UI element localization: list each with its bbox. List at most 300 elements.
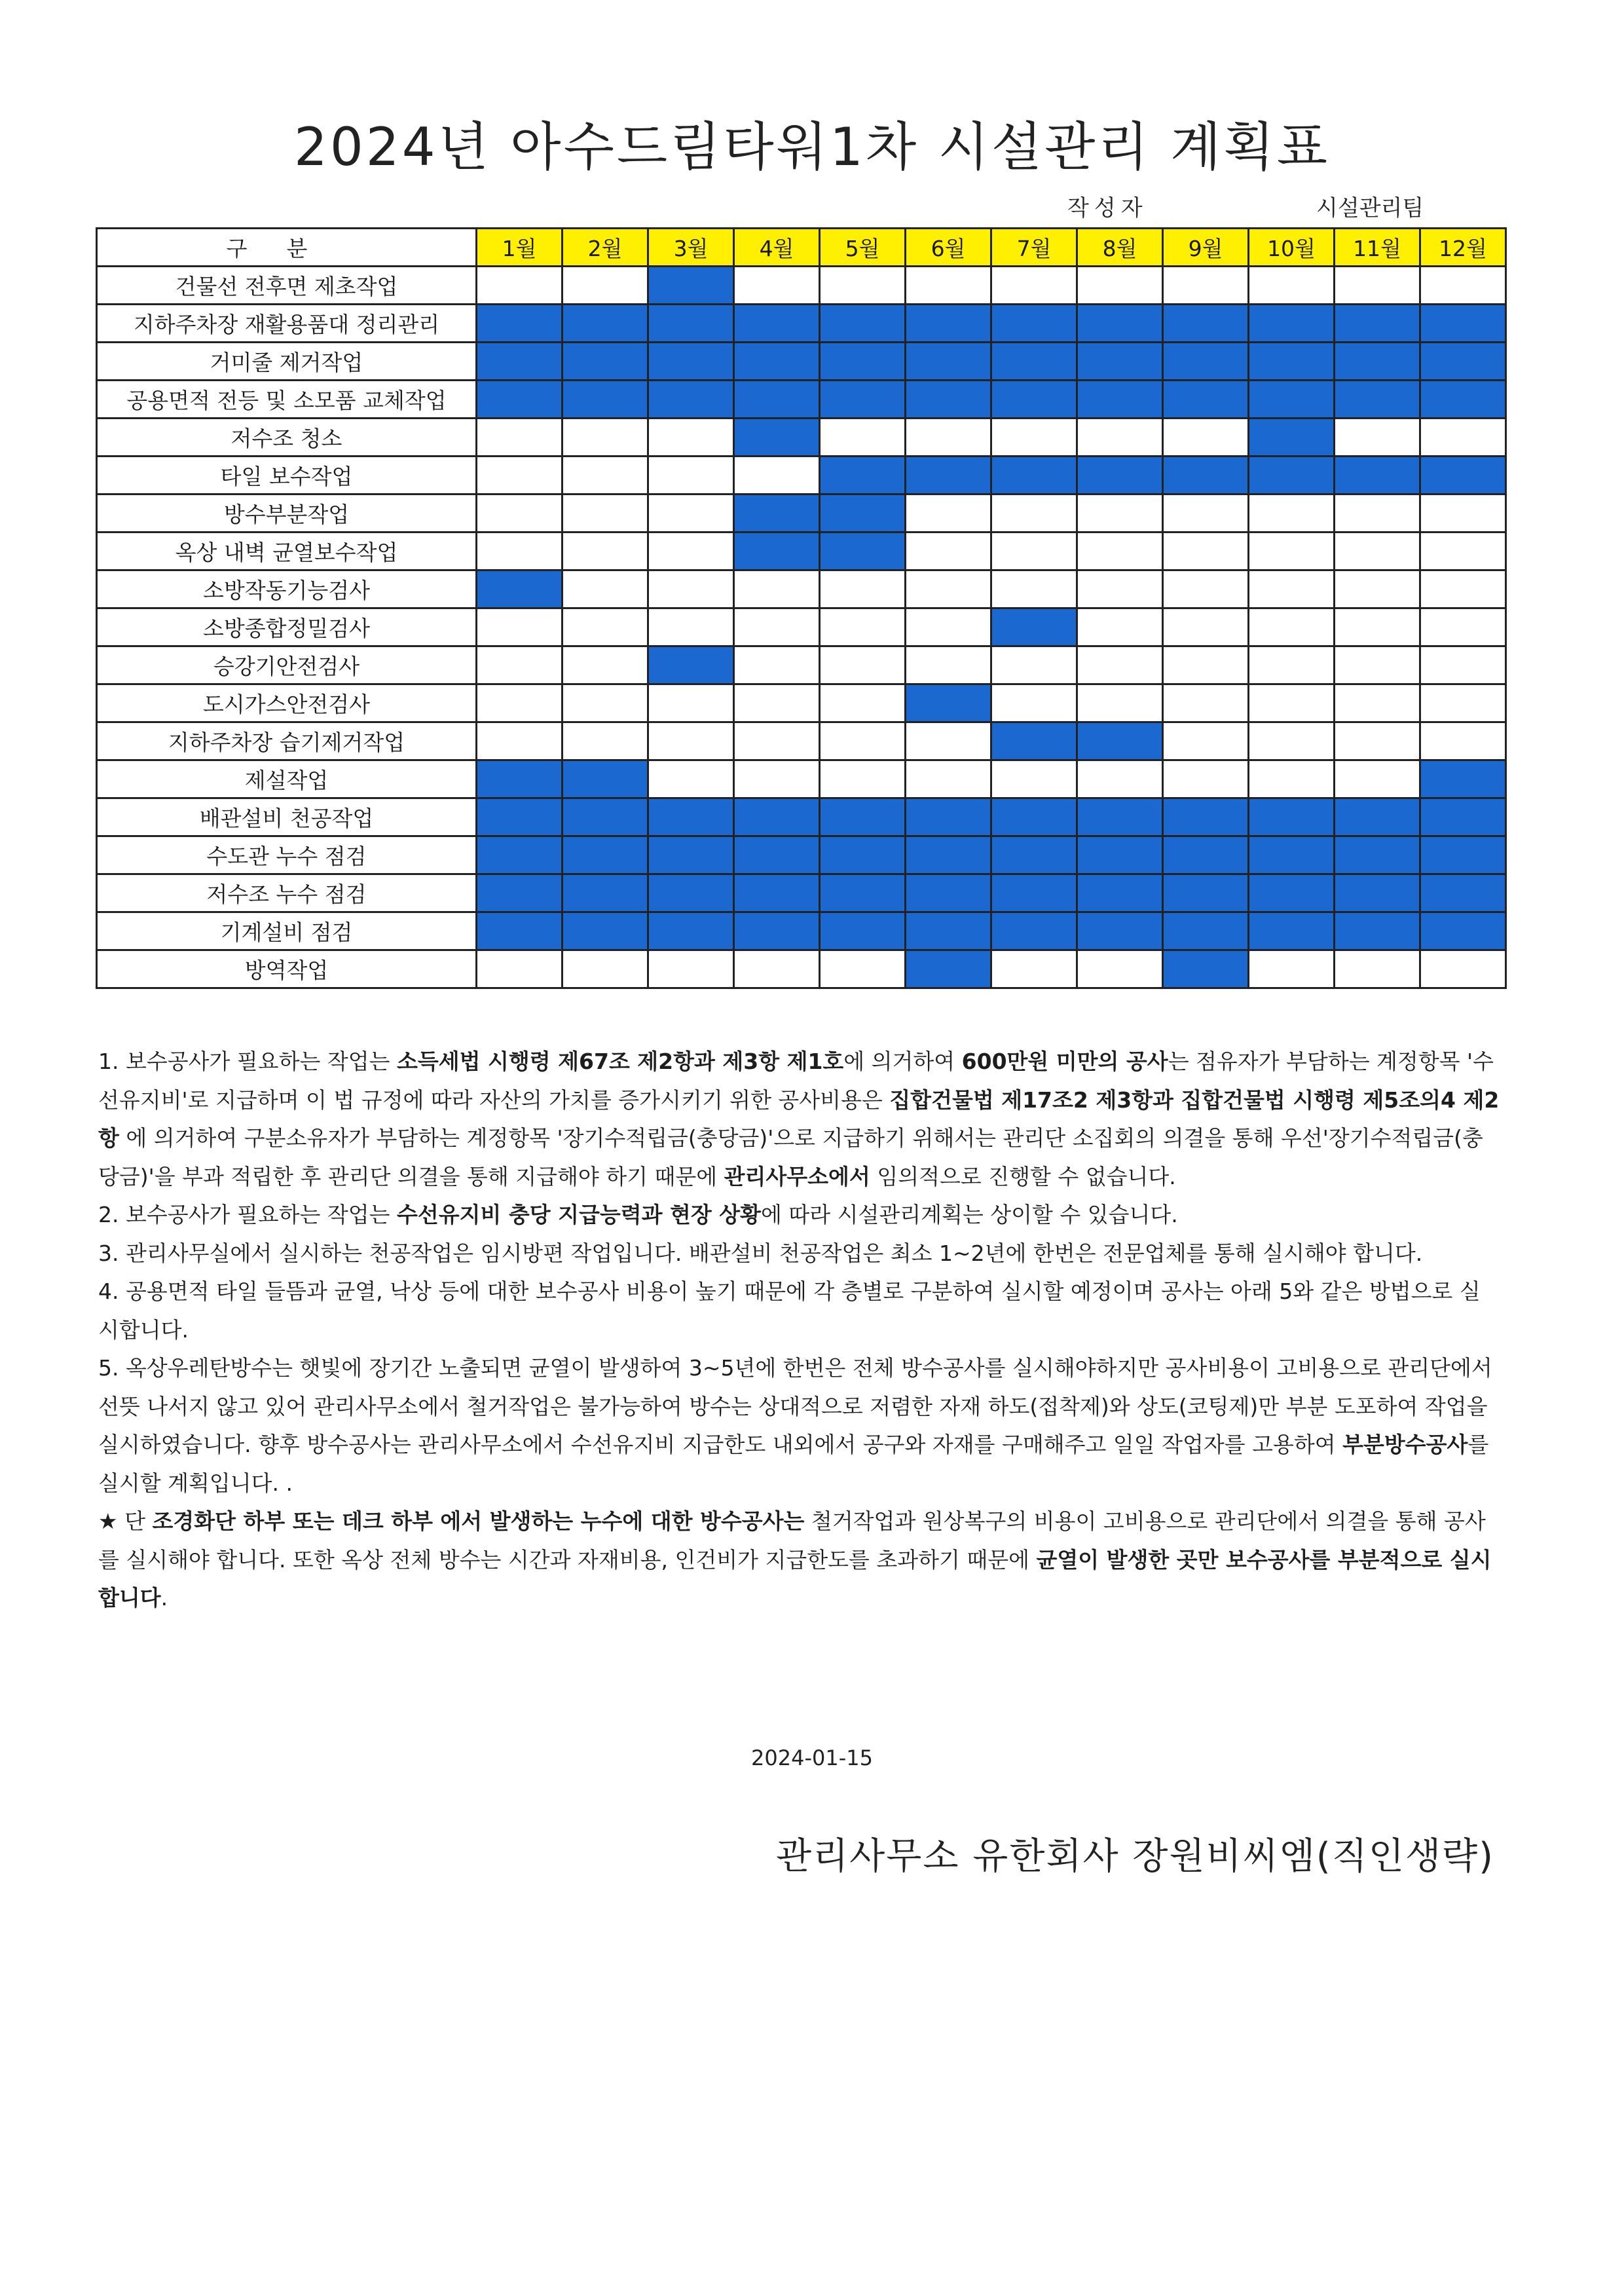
note-text: 는 점유자가 부담하는 계정항목 '수선유지비'로 지급하며 이 법 규정에 따라 자산의 가치를 증가시키기 위한 공사비용은: [98, 1049, 1494, 1113]
note-emphasis: 소득세법 시행령 제67조 제2항과 제3항 제1호: [396, 1049, 844, 1074]
scheduled-month-cell: [1249, 419, 1335, 457]
note-emphasis: 균열이 발생한 곳만 보수공사를 부분적으로 실시합니다: [98, 1546, 1492, 1611]
empty-month-cell: [991, 684, 1077, 722]
empty-month-cell: [1077, 419, 1163, 457]
empty-month-cell: [820, 684, 906, 722]
scheduled-month-cell: [563, 760, 648, 798]
scheduled-month-cell: [820, 532, 906, 570]
note-text: 5. 옥상우레탄방수는 햇빛에 장기간 노출되면 균열이 발생하여 3~5년에 한번은 전체 방수공사를 실시해야하지만 공사비용이 고비용으로 관리단에서 선뜻 나서지 않고 있어 관리사무소에서 철거작업은 불가능하여 방수는 상대적으로 저렴한 자재 하도(접착제)와 상도(코팅제)만 부분 도포하여 작업을 실시하였습니다. 향후 방수공사는 관리사무소에서 수선유지비 지급한도 내외에서 공구와 자재를 구매해주고 일일 작업자를 고용하여: [98, 1355, 1492, 1457]
scheduled-month-cell: [820, 381, 906, 419]
scheduled-month-cell: [1077, 836, 1163, 874]
scheduled-month-cell: [906, 343, 991, 381]
empty-month-cell: [1420, 684, 1506, 722]
scheduled-month-cell: [820, 798, 906, 836]
month-header: 12월: [1420, 229, 1506, 267]
category-header: 구분: [97, 229, 477, 267]
scheduled-month-cell: [477, 836, 563, 874]
empty-month-cell: [734, 608, 820, 646]
scheduled-month-cell: [1335, 798, 1420, 836]
empty-month-cell: [1249, 267, 1335, 305]
note-text: ★ 단: [98, 1508, 153, 1534]
scheduled-month-cell: [1163, 912, 1249, 950]
note-text: 에 의거하여: [843, 1049, 962, 1074]
empty-month-cell: [906, 532, 991, 570]
empty-month-cell: [1163, 267, 1249, 305]
empty-month-cell: [1249, 532, 1335, 570]
empty-month-cell: [1420, 494, 1506, 532]
empty-month-cell: [1163, 494, 1249, 532]
scheduled-month-cell: [563, 874, 648, 912]
task-label: 저수조 청소: [97, 419, 477, 457]
scheduled-month-cell: [734, 305, 820, 343]
empty-month-cell: [991, 646, 1077, 684]
empty-month-cell: [1420, 570, 1506, 608]
scheduled-month-cell: [820, 836, 906, 874]
scheduled-month-cell: [1163, 950, 1249, 988]
scheduled-month-cell: [906, 457, 991, 494]
note-text: 3. 관리사무실에서 실시하는 천공작업은 임시방편 작업입니다. 배관설비 천공작업은 최소 1~2년에 한번은 전문업체를 통해 실시해야 합니다.: [98, 1240, 1423, 1266]
author-label: 작성자: [1067, 195, 1148, 221]
scheduled-month-cell: [906, 798, 991, 836]
empty-month-cell: [1420, 646, 1506, 684]
note-paragraph: [98, 1502, 1500, 1618]
empty-month-cell: [734, 570, 820, 608]
empty-month-cell: [1335, 267, 1420, 305]
empty-month-cell: [991, 532, 1077, 570]
scheduled-month-cell: [1077, 343, 1163, 381]
scheduled-month-cell: [1163, 305, 1249, 343]
empty-month-cell: [1249, 494, 1335, 532]
note-text: 에 의거하여 구분소유자가 부담하는 계정항목 '장기수적립금(충당금)'으로 지급하기 위해서는 관리단 소집회의 의결을 통해 우선'장기수적립금(충당금)'을 부과 적립한 후 관리단 의결을 통해 지급해야 하기 때문에: [98, 1125, 1483, 1189]
empty-month-cell: [563, 457, 648, 494]
scheduled-month-cell: [991, 874, 1077, 912]
table-row: [97, 267, 1506, 305]
task-label: 기계설비 점검: [97, 912, 477, 950]
empty-month-cell: [1335, 494, 1420, 532]
scheduled-month-cell: [906, 684, 991, 722]
scheduled-month-cell: [1163, 874, 1249, 912]
task-label: 건물선 전후면 제초작업: [97, 267, 477, 305]
scheduled-month-cell: [477, 343, 563, 381]
scheduled-month-cell: [1163, 457, 1249, 494]
empty-month-cell: [906, 494, 991, 532]
empty-month-cell: [477, 608, 563, 646]
empty-month-cell: [1420, 950, 1506, 988]
scheduled-month-cell: [906, 836, 991, 874]
empty-month-cell: [991, 494, 1077, 532]
empty-month-cell: [648, 950, 734, 988]
note-emphasis: 집합건물법 제17조2 제3항과 집합건물법 시행령 제5조의4 제2항: [98, 1087, 1500, 1151]
scheduled-month-cell: [477, 760, 563, 798]
empty-month-cell: [1249, 760, 1335, 798]
scheduled-month-cell: [820, 305, 906, 343]
empty-month-cell: [1335, 722, 1420, 760]
empty-month-cell: [1335, 419, 1420, 457]
scheduled-month-cell: [1163, 343, 1249, 381]
empty-month-cell: [563, 532, 648, 570]
empty-month-cell: [1163, 419, 1249, 457]
note-emphasis: 조경화단 하부 또는 데크 하부 에서 발생하는 누수에 대한 방수공사는: [152, 1508, 805, 1534]
empty-month-cell: [563, 419, 648, 457]
empty-month-cell: [477, 532, 563, 570]
empty-month-cell: [1163, 760, 1249, 798]
scheduled-month-cell: [820, 494, 906, 532]
empty-month-cell: [563, 267, 648, 305]
scheduled-month-cell: [563, 798, 648, 836]
empty-month-cell: [820, 760, 906, 798]
scheduled-month-cell: [648, 836, 734, 874]
empty-month-cell: [991, 950, 1077, 988]
scheduled-month-cell: [1249, 836, 1335, 874]
scheduled-month-cell: [906, 305, 991, 343]
scheduled-month-cell: [1335, 836, 1420, 874]
empty-month-cell: [648, 608, 734, 646]
empty-month-cell: [1163, 608, 1249, 646]
scheduled-month-cell: [991, 912, 1077, 950]
empty-month-cell: [991, 760, 1077, 798]
table-row: [97, 381, 1506, 419]
scheduled-month-cell: [563, 343, 648, 381]
note-emphasis: 600만원 미만의 공사: [961, 1049, 1168, 1074]
empty-month-cell: [991, 570, 1077, 608]
empty-month-cell: [477, 494, 563, 532]
facility-plan-table: [96, 227, 1507, 989]
scheduled-month-cell: [734, 532, 820, 570]
empty-month-cell: [1420, 722, 1506, 760]
table-row: [97, 722, 1506, 760]
month-header: 4월: [734, 229, 820, 267]
table-row: [97, 419, 1506, 457]
scheduled-month-cell: [991, 836, 1077, 874]
scheduled-month-cell: [477, 570, 563, 608]
empty-month-cell: [1163, 570, 1249, 608]
task-label: 소방종합정밀검사: [97, 608, 477, 646]
scheduled-month-cell: [1420, 457, 1506, 494]
scheduled-month-cell: [734, 874, 820, 912]
scheduled-month-cell: [1335, 874, 1420, 912]
empty-month-cell: [648, 532, 734, 570]
empty-month-cell: [906, 267, 991, 305]
table-row: [97, 343, 1506, 381]
empty-month-cell: [648, 722, 734, 760]
empty-month-cell: [991, 419, 1077, 457]
scheduled-month-cell: [477, 912, 563, 950]
table-row: [97, 684, 1506, 722]
scheduled-month-cell: [1077, 798, 1163, 836]
empty-month-cell: [1163, 684, 1249, 722]
empty-month-cell: [1335, 684, 1420, 722]
note-text: 2. 보수공사가 필요하는 작업는: [98, 1202, 397, 1227]
scheduled-month-cell: [563, 381, 648, 419]
table-row: [97, 457, 1506, 494]
table-row: [97, 760, 1506, 798]
scheduled-month-cell: [648, 646, 734, 684]
empty-month-cell: [1077, 684, 1163, 722]
task-label: 공용면적 전등 및 소모품 교체작업: [97, 381, 477, 419]
empty-month-cell: [1077, 950, 1163, 988]
scheduled-month-cell: [820, 912, 906, 950]
table-row: [97, 950, 1506, 988]
table-row: [97, 912, 1506, 950]
scheduled-month-cell: [1420, 343, 1506, 381]
task-label: 소방작동기능검사: [97, 570, 477, 608]
scheduled-month-cell: [648, 343, 734, 381]
empty-month-cell: [991, 267, 1077, 305]
task-label: 지하주차장 재활용품대 정리관리: [97, 305, 477, 343]
empty-month-cell: [648, 457, 734, 494]
note-text: 4. 공용면적 타일 들뜸과 균열, 낙상 등에 대한 보수공사 비용이 높기 때문에 각 층별로 구분하여 실시할 예정이며 공사는 아래 5와 같은 방법으로 실시합니다.: [98, 1278, 1481, 1343]
empty-month-cell: [477, 950, 563, 988]
table-row: [97, 608, 1506, 646]
empty-month-cell: [648, 494, 734, 532]
empty-month-cell: [906, 419, 991, 457]
scheduled-month-cell: [1420, 912, 1506, 950]
empty-month-cell: [477, 267, 563, 305]
scheduled-month-cell: [906, 912, 991, 950]
scheduled-month-cell: [906, 950, 991, 988]
empty-month-cell: [1420, 608, 1506, 646]
empty-month-cell: [820, 950, 906, 988]
empty-month-cell: [1077, 570, 1163, 608]
empty-month-cell: [1335, 950, 1420, 988]
empty-month-cell: [477, 722, 563, 760]
empty-month-cell: [1077, 494, 1163, 532]
scheduled-month-cell: [991, 608, 1077, 646]
empty-month-cell: [1335, 570, 1420, 608]
scheduled-month-cell: [991, 343, 1077, 381]
task-label: 타일 보수작업: [97, 457, 477, 494]
scheduled-month-cell: [820, 457, 906, 494]
empty-month-cell: [906, 570, 991, 608]
scheduled-month-cell: [648, 798, 734, 836]
scheduled-month-cell: [477, 798, 563, 836]
empty-month-cell: [1420, 267, 1506, 305]
empty-month-cell: [563, 950, 648, 988]
empty-month-cell: [563, 722, 648, 760]
empty-month-cell: [477, 684, 563, 722]
empty-month-cell: [648, 684, 734, 722]
scheduled-month-cell: [906, 381, 991, 419]
scheduled-month-cell: [1420, 874, 1506, 912]
empty-month-cell: [563, 494, 648, 532]
empty-month-cell: [1077, 760, 1163, 798]
scheduled-month-cell: [648, 874, 734, 912]
empty-month-cell: [563, 608, 648, 646]
note-emphasis: 관리사무소에서: [724, 1163, 870, 1189]
empty-month-cell: [820, 646, 906, 684]
empty-month-cell: [1420, 532, 1506, 570]
scheduled-month-cell: [1249, 798, 1335, 836]
empty-month-cell: [563, 684, 648, 722]
document-date: 2024-01-15: [751, 1745, 873, 1770]
month-header: 9월: [1163, 229, 1249, 267]
empty-month-cell: [820, 267, 906, 305]
empty-month-cell: [1077, 646, 1163, 684]
empty-month-cell: [906, 722, 991, 760]
note-text: 에 따라 시설관리계획는 상이할 수 있습니다.: [761, 1202, 1178, 1227]
empty-month-cell: [1077, 532, 1163, 570]
scheduled-month-cell: [991, 305, 1077, 343]
scheduled-month-cell: [991, 722, 1077, 760]
scheduled-month-cell: [648, 267, 734, 305]
table-header-row: [97, 229, 1506, 267]
empty-month-cell: [1249, 570, 1335, 608]
scheduled-month-cell: [648, 912, 734, 950]
note-text: 1. 보수공사가 필요하는 작업는: [98, 1049, 397, 1074]
scheduled-month-cell: [1249, 912, 1335, 950]
table-row: [97, 836, 1506, 874]
empty-month-cell: [734, 684, 820, 722]
scheduled-month-cell: [1163, 381, 1249, 419]
scheduled-month-cell: [991, 457, 1077, 494]
scheduled-month-cell: [1335, 343, 1420, 381]
empty-month-cell: [477, 419, 563, 457]
scheduled-month-cell: [734, 381, 820, 419]
author-value: 시설관리팀: [1316, 195, 1424, 221]
scheduled-month-cell: [1420, 381, 1506, 419]
task-label: 제설작업: [97, 760, 477, 798]
scheduled-month-cell: [563, 912, 648, 950]
table-row: [97, 570, 1506, 608]
empty-month-cell: [477, 457, 563, 494]
scheduled-month-cell: [1249, 343, 1335, 381]
empty-month-cell: [906, 646, 991, 684]
empty-month-cell: [1077, 267, 1163, 305]
table-row: [97, 874, 1506, 912]
table-row: [97, 494, 1506, 532]
table-row: [97, 305, 1506, 343]
month-header: 8월: [1077, 229, 1163, 267]
empty-month-cell: [648, 760, 734, 798]
scheduled-month-cell: [1249, 457, 1335, 494]
empty-month-cell: [734, 646, 820, 684]
table-row: [97, 646, 1506, 684]
empty-month-cell: [906, 608, 991, 646]
task-label: 승강기안전검사: [97, 646, 477, 684]
scheduled-month-cell: [1420, 798, 1506, 836]
empty-month-cell: [734, 267, 820, 305]
scheduled-month-cell: [1077, 381, 1163, 419]
scheduled-month-cell: [1249, 381, 1335, 419]
scheduled-month-cell: [734, 494, 820, 532]
scheduled-month-cell: [1077, 305, 1163, 343]
empty-month-cell: [648, 419, 734, 457]
note-paragraph: [98, 1235, 1500, 1273]
scheduled-month-cell: [648, 305, 734, 343]
note-emphasis: 부분방수공사: [1342, 1432, 1468, 1457]
empty-month-cell: [1335, 608, 1420, 646]
empty-month-cell: [734, 722, 820, 760]
table-row: [97, 532, 1506, 570]
month-header: 7월: [991, 229, 1077, 267]
scheduled-month-cell: [1420, 760, 1506, 798]
scheduled-month-cell: [906, 874, 991, 912]
note-text: 임의적으로 진행할 수 없습니다.: [870, 1163, 1176, 1189]
empty-month-cell: [1163, 722, 1249, 760]
scheduled-month-cell: [1077, 457, 1163, 494]
empty-month-cell: [1249, 646, 1335, 684]
scheduled-month-cell: [734, 798, 820, 836]
scheduled-month-cell: [1335, 457, 1420, 494]
empty-month-cell: [820, 722, 906, 760]
note-paragraph: [98, 1273, 1500, 1349]
note-paragraph: [98, 1196, 1500, 1235]
scheduled-month-cell: [734, 419, 820, 457]
table-body: [97, 267, 1506, 988]
scheduled-month-cell: [991, 798, 1077, 836]
empty-month-cell: [734, 950, 820, 988]
task-label: 저수조 누수 점검: [97, 874, 477, 912]
month-header: 5월: [820, 229, 906, 267]
scheduled-month-cell: [734, 912, 820, 950]
notes-section: [98, 1043, 1500, 1618]
scheduled-month-cell: [734, 836, 820, 874]
task-label: 배관설비 천공작업: [97, 798, 477, 836]
scheduled-month-cell: [1420, 836, 1506, 874]
empty-month-cell: [1420, 419, 1506, 457]
scheduled-month-cell: [820, 343, 906, 381]
scheduled-month-cell: [1163, 798, 1249, 836]
note-paragraph: [98, 1349, 1500, 1502]
task-label: 거미줄 제거작업: [97, 343, 477, 381]
scheduled-month-cell: [1077, 912, 1163, 950]
month-header: 2월: [563, 229, 648, 267]
empty-month-cell: [906, 760, 991, 798]
scheduled-month-cell: [477, 874, 563, 912]
month-header: 1월: [477, 229, 563, 267]
scheduled-month-cell: [820, 874, 906, 912]
task-label: 방역작업: [97, 950, 477, 988]
empty-month-cell: [648, 570, 734, 608]
empty-month-cell: [1249, 608, 1335, 646]
task-label: 옥상 내벽 균열보수작업: [97, 532, 477, 570]
empty-month-cell: [1335, 646, 1420, 684]
scheduled-month-cell: [1335, 912, 1420, 950]
month-header: 10월: [1249, 229, 1335, 267]
scheduled-month-cell: [1077, 874, 1163, 912]
scheduled-month-cell: [734, 343, 820, 381]
month-header: 6월: [906, 229, 991, 267]
empty-month-cell: [563, 570, 648, 608]
note-text: 철거작업과 원상복구의 비용이 고비용으로 관리단에서 의결을 통해 공사를 실시해야 합니다. 또한 옥상 전체 방수는 시간과 자재비용, 인건비가 지급한도를 초과하기 때문에: [98, 1508, 1486, 1573]
empty-month-cell: [820, 419, 906, 457]
scheduled-month-cell: [991, 381, 1077, 419]
task-label: 수도관 누수 점검: [97, 836, 477, 874]
empty-month-cell: [1335, 532, 1420, 570]
scheduled-month-cell: [1335, 305, 1420, 343]
scheduled-month-cell: [1249, 305, 1335, 343]
empty-month-cell: [1249, 684, 1335, 722]
empty-month-cell: [1249, 722, 1335, 760]
task-label: 지하주차장 습기제거작업: [97, 722, 477, 760]
empty-month-cell: [477, 646, 563, 684]
page-title: 2024년 아수드림타워1차 시설관리 계획표: [294, 117, 1330, 177]
task-label: 도시가스안전검사: [97, 684, 477, 722]
scheduled-month-cell: [1420, 305, 1506, 343]
scheduled-month-cell: [563, 305, 648, 343]
empty-month-cell: [820, 608, 906, 646]
scheduled-month-cell: [477, 381, 563, 419]
note-emphasis: 수선유지비 충당 지급능력과 현장 상황: [396, 1202, 761, 1227]
note-paragraph: [98, 1043, 1500, 1196]
empty-month-cell: [734, 760, 820, 798]
table-row: [97, 798, 1506, 836]
empty-month-cell: [563, 646, 648, 684]
task-label: 방수부분작업: [97, 494, 477, 532]
note-text: 를 실시할 계획입니다. .: [98, 1432, 1489, 1496]
scheduled-month-cell: [477, 305, 563, 343]
empty-month-cell: [1163, 646, 1249, 684]
